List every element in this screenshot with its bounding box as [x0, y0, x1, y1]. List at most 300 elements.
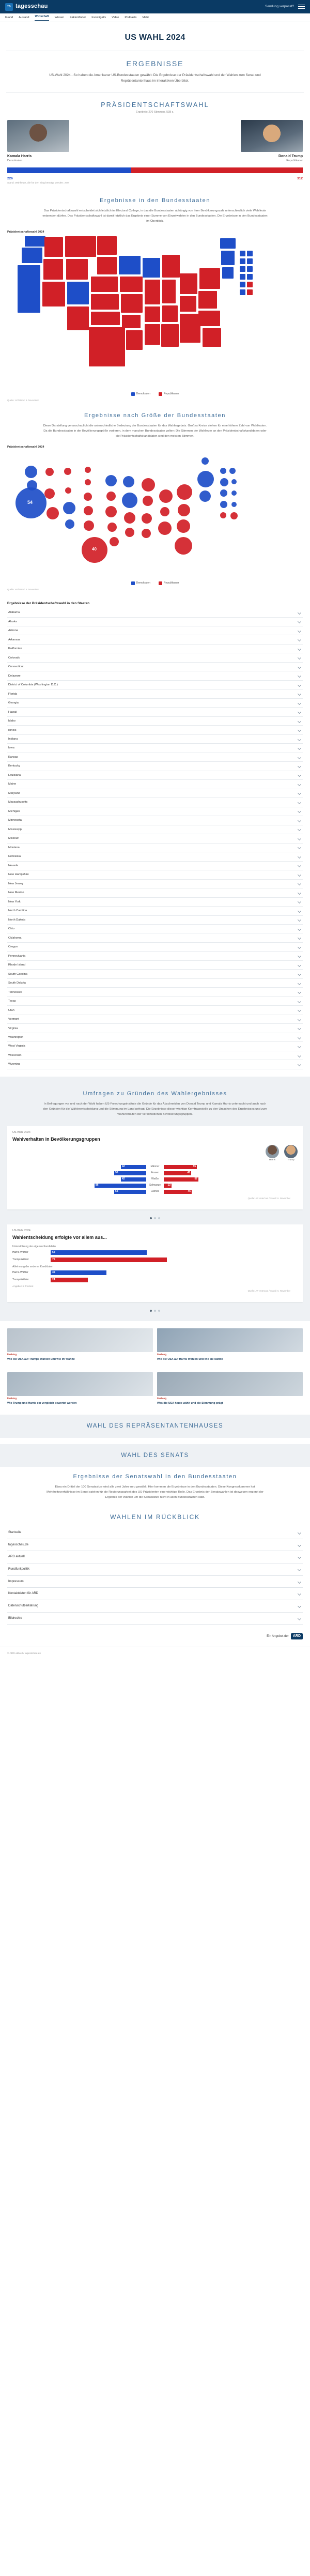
teaser-1[interactable] [7, 1328, 153, 1361]
state-row[interactable] [7, 663, 303, 671]
chevron-down-icon[interactable] [298, 665, 301, 669]
bubble-oregon[interactable] [27, 480, 37, 490]
nav-item-3[interactable]: Wissen [54, 16, 65, 19]
state-florida[interactable] [203, 328, 221, 347]
state-ohio[interactable] [180, 273, 197, 294]
state-row-label: New Mexico [8, 891, 24, 895]
bubble-map-source: Quelle: AP/Stand: 6. November [7, 588, 39, 591]
bubble-new-york[interactable] [197, 471, 214, 487]
carousel-dot-1[interactable] [150, 1217, 152, 1219]
state-new-hampshire[interactable] [247, 251, 253, 256]
footer-accordion-row[interactable] [7, 1600, 303, 1613]
state-row-label: North Carolina [8, 909, 27, 913]
legend-label: Demokraten [136, 392, 150, 396]
state-michigan[interactable] [162, 255, 180, 278]
bubble-ohio[interactable] [159, 489, 173, 503]
chevron-down-icon[interactable] [298, 611, 301, 615]
bubble-arkansas[interactable] [107, 523, 117, 532]
state-new-jersey[interactable] [222, 267, 234, 279]
teaser-image [7, 1328, 153, 1352]
state-west-virginia[interactable] [240, 289, 245, 295]
bubble-south-dakota[interactable] [85, 479, 91, 485]
footer-accordion-row[interactable] [7, 1539, 303, 1552]
state-idaho[interactable] [44, 237, 63, 257]
footer-accordion-row[interactable] [7, 1613, 303, 1625]
chevron-down-icon[interactable] [298, 764, 301, 768]
state-row[interactable] [7, 961, 303, 970]
teaser-image [157, 1372, 303, 1396]
state-row[interactable] [7, 1033, 303, 1042]
state-alabama[interactable] [162, 305, 178, 322]
bubble-colorado[interactable] [63, 502, 75, 514]
copyright: © ARD aktuell / tagesschau.de [0, 1647, 310, 1661]
bubble-missouri[interactable] [105, 506, 117, 517]
chevron-down-icon[interactable] [298, 909, 301, 913]
chevron-down-icon[interactable] [298, 1018, 301, 1021]
chevron-down-icon[interactable] [298, 629, 301, 633]
carousel-dot-2[interactable] [154, 1217, 156, 1219]
state-row[interactable] [7, 952, 303, 960]
chevron-down-icon[interactable] [298, 1000, 301, 1003]
bubble-iowa[interactable] [106, 492, 116, 501]
teaser-kicker: liveblog [157, 1397, 167, 1400]
nav-item-5[interactable]: Investigativ [91, 16, 106, 19]
footer-accordion-row[interactable] [7, 1588, 303, 1600]
bubble-rhode-island[interactable] [231, 479, 237, 484]
state-wisconsin[interactable] [143, 258, 160, 278]
state-tennessee[interactable] [145, 306, 160, 322]
chevron-down-icon[interactable] [298, 827, 301, 831]
band-house[interactable]: WAHL DES REPRÄSENTANTENHAUSES [0, 1415, 310, 1438]
chevron-down-icon[interactable] [298, 683, 301, 687]
state-row[interactable] [7, 907, 303, 915]
chevron-down-icon[interactable] [298, 773, 301, 777]
state-row[interactable] [7, 916, 303, 925]
chevron-down-icon[interactable] [298, 837, 301, 840]
state-row[interactable] [7, 708, 303, 716]
chart-xlabel: Angaben in Prozent [12, 1285, 34, 1288]
state-row[interactable] [7, 689, 303, 698]
state-alaska[interactable] [247, 282, 253, 287]
chevron-down-icon[interactable] [298, 701, 301, 705]
state-row[interactable] [7, 726, 303, 734]
bar-category-label: Frauen [151, 1171, 159, 1174]
chart-bar-row [12, 1278, 298, 1282]
bubble-map[interactable] [6, 450, 304, 579]
state-nevada-utah[interactable] [43, 259, 63, 280]
chevron-down-icon[interactable] [298, 855, 301, 858]
state-row[interactable] [7, 1051, 303, 1060]
state-illinois[interactable] [145, 280, 160, 304]
bubble-new-mexico[interactable] [65, 519, 74, 529]
chevron-down-icon[interactable] [298, 936, 301, 940]
state-row[interactable] [7, 744, 303, 753]
bubble-massachusetts[interactable] [220, 478, 228, 486]
bar-value: 45 [187, 1171, 190, 1174]
state-row[interactable] [7, 852, 303, 861]
chevron-down-icon[interactable] [298, 1008, 301, 1012]
state-row[interactable] [7, 862, 303, 870]
nav-item-0[interactable]: Inland [5, 16, 13, 19]
nav-item-2[interactable]: Wirtschaft [35, 14, 49, 20]
state-row[interactable] [7, 870, 303, 879]
state-row[interactable] [7, 898, 303, 907]
chevron-down-icon[interactable] [298, 1617, 301, 1620]
bubble-michigan[interactable] [142, 478, 155, 492]
state-colorado[interactable] [67, 282, 89, 304]
chevron-down-icon[interactable] [298, 809, 301, 813]
chevron-down-icon[interactable] [298, 710, 301, 714]
state-row[interactable] [7, 626, 303, 635]
chevron-down-icon[interactable] [298, 1531, 301, 1535]
bubble-nebraska[interactable] [84, 493, 92, 501]
bubble-alabama[interactable] [142, 513, 152, 524]
state-new-york[interactable] [221, 251, 235, 265]
ard-logo-icon: ARD [291, 1633, 303, 1639]
state-list-heading: Ergebnisse der Präsidentschaftswahl in den Staaten [7, 601, 90, 605]
bubble-arizona[interactable] [47, 507, 59, 519]
state-row[interactable] [7, 717, 303, 726]
state-connecticut[interactable] [240, 266, 245, 272]
bubble-south-carolina[interactable] [230, 512, 238, 519]
footer-accordion-row[interactable] [7, 1563, 303, 1576]
state-kansas[interactable] [91, 294, 119, 310]
footer-accordion-row[interactable] [7, 1576, 303, 1588]
bubble-montana[interactable] [64, 468, 71, 475]
state-row-label: Missouri [8, 837, 19, 840]
state-row[interactable] [7, 1006, 303, 1015]
chevron-down-icon[interactable] [298, 819, 301, 822]
state-vermont[interactable] [240, 251, 245, 256]
teaser-kicker: liveblog [7, 1354, 17, 1357]
bar-value: 86 [96, 1184, 99, 1187]
chart-bar-row [12, 1165, 298, 1169]
state-row[interactable] [7, 888, 303, 897]
state-row[interactable] [7, 699, 303, 708]
state-massachusetts[interactable] [240, 258, 245, 264]
chevron-down-icon[interactable] [298, 1045, 301, 1048]
chevron-down-icon[interactable] [298, 783, 301, 786]
chevron-down-icon[interactable] [298, 1568, 301, 1571]
bubble-tennessee[interactable] [124, 512, 135, 524]
footer-bottom [0, 1625, 310, 1647]
bar-trump [164, 1171, 191, 1175]
state-new-mexico[interactable] [67, 306, 89, 330]
bubble-idaho[interactable] [45, 468, 54, 476]
state-row-label: Minnesota [8, 819, 22, 822]
state-virginia[interactable] [198, 291, 217, 309]
state-row-label: Iowa [8, 746, 14, 750]
state-row-label: Mississippi [8, 827, 23, 831]
chevron-down-icon[interactable] [298, 873, 301, 877]
state-oklahoma[interactable] [91, 312, 120, 325]
bubble-district-of-columbia[interactable] [231, 502, 237, 507]
bubble-mississippi[interactable] [125, 528, 134, 537]
state-row[interactable] [7, 762, 303, 771]
chevron-down-icon[interactable] [298, 1063, 301, 1066]
bar-category-label: Harris-Wähler [12, 1251, 28, 1254]
brand[interactable] [5, 3, 48, 11]
footer-accordion-row[interactable] [7, 1527, 303, 1539]
candidate-name: Donald Trump [278, 155, 303, 159]
chevron-down-icon[interactable] [298, 982, 301, 985]
chevron-down-icon[interactable] [298, 882, 301, 885]
state-row[interactable] [7, 1024, 303, 1033]
state-pennsylvania[interactable] [199, 268, 220, 289]
chevron-down-icon[interactable] [298, 972, 301, 976]
chevron-down-icon[interactable] [298, 1592, 301, 1596]
chevron-down-icon[interactable] [298, 1604, 301, 1608]
state-north-dakota[interactable] [97, 236, 117, 255]
electoral-vote-bar [0, 163, 310, 175]
state-row[interactable] [7, 653, 303, 662]
state-row-label: District of Columbia (Washington D.C.) [8, 683, 58, 687]
chevron-down-icon[interactable] [298, 791, 301, 795]
state-kentucky[interactable] [180, 296, 196, 312]
bar-harris [51, 1270, 106, 1275]
band-senate[interactable]: WAHL DES SENATS [0, 1444, 310, 1467]
teaser-4[interactable] [157, 1372, 303, 1405]
state-oregon[interactable] [22, 248, 42, 263]
state-hawaii[interactable] [240, 282, 245, 287]
state-row[interactable] [7, 988, 303, 996]
nav-item-8[interactable]: Mehr [142, 16, 149, 19]
state-row[interactable] [7, 997, 303, 1006]
harris-photo [7, 120, 69, 152]
state-montana[interactable] [65, 236, 96, 257]
bubble-maryland[interactable] [220, 501, 227, 508]
state-washington[interactable] [25, 236, 45, 247]
bubble-illinois[interactable] [122, 493, 137, 508]
chevron-down-icon[interactable] [298, 927, 301, 931]
chevron-down-icon[interactable] [298, 1053, 301, 1057]
carousel-dot-3[interactable] [158, 1310, 160, 1312]
state-row[interactable] [7, 671, 303, 680]
bubble-florida[interactable] [175, 537, 192, 555]
chevron-down-icon[interactable] [298, 1543, 301, 1546]
chevron-down-icon[interactable] [298, 846, 301, 849]
bubble-west-virginia[interactable] [220, 512, 226, 518]
state-row[interactable] [7, 970, 303, 978]
chart-legend-harris: Harris [269, 1158, 276, 1161]
chevron-down-icon[interactable] [298, 954, 301, 958]
state-row[interactable] [7, 618, 303, 626]
chevron-down-icon[interactable] [298, 647, 301, 651]
main-navigation [0, 13, 310, 22]
chevron-down-icon[interactable] [298, 755, 301, 759]
state-rhode-island[interactable] [247, 258, 253, 264]
state-row[interactable] [7, 816, 303, 825]
state-row[interactable] [7, 1015, 303, 1024]
bubble-kentucky[interactable] [160, 507, 169, 516]
footer-accordion-label: Startseite [8, 1531, 22, 1534]
state-row-label: Arkansas [8, 638, 21, 641]
state-row[interactable] [7, 798, 303, 807]
bar-value: 42 [122, 1165, 125, 1168]
chevron-down-icon[interactable] [298, 1026, 301, 1030]
bar-value: 42 [122, 1177, 125, 1180]
state-row[interactable] [7, 608, 303, 617]
bubble-pennsylvania[interactable] [177, 484, 192, 500]
state-california[interactable] [18, 265, 40, 313]
state-row[interactable] [7, 635, 303, 644]
bubble-delaware[interactable] [231, 490, 237, 496]
state-alabama-south[interactable] [161, 324, 179, 347]
carousel-dot-1[interactable] [150, 1310, 152, 1312]
state-row-label: Hawaii [8, 710, 17, 714]
state-row-label: Colorado [8, 656, 20, 660]
state-delaware[interactable] [247, 266, 253, 272]
chevron-down-icon[interactable] [298, 900, 301, 903]
state-iowa[interactable] [120, 277, 143, 292]
chevron-down-icon[interactable] [298, 746, 301, 750]
bubble-wisconsin[interactable] [123, 476, 134, 487]
results-intro: US-Wahl 2024 - So haben die Amerikaner US-Bundesstaaten gewählt: Die Ergebnisse der Präsidentschaftswahl und der Wahlen zum Senat und Repräsentantenhaus im interaktiven Überblick. [49, 73, 261, 83]
bubble-new-hampshire[interactable] [229, 468, 236, 474]
state-south-carolina[interactable] [247, 289, 253, 295]
state-mississippi[interactable] [145, 324, 160, 345]
chevron-down-icon[interactable] [298, 945, 301, 949]
state-row[interactable] [7, 933, 303, 942]
carousel-dot-2[interactable] [154, 1310, 156, 1312]
footer-accordion-row[interactable] [7, 1551, 303, 1563]
chevron-down-icon[interactable] [298, 1035, 301, 1039]
state-minnesota[interactable] [119, 256, 141, 274]
state-wyoming[interactable] [66, 259, 88, 280]
state-arkansas[interactable] [122, 315, 141, 328]
chevron-down-icon[interactable] [298, 656, 301, 660]
hamburger-icon[interactable] [298, 5, 305, 9]
teaser-3[interactable] [7, 1372, 153, 1405]
bubble-oklahoma[interactable] [84, 520, 94, 531]
carousel-dots[interactable] [0, 1215, 310, 1219]
bubble-georgia[interactable] [158, 522, 172, 535]
bubble-connecticut[interactable] [220, 489, 227, 497]
chevron-down-icon[interactable] [298, 638, 301, 641]
legend-label: Republikaner [163, 581, 179, 585]
electoral-map[interactable] [6, 235, 304, 390]
bar-segment-republicans [131, 167, 303, 173]
nav-item-6[interactable]: Video [112, 16, 119, 19]
teaser-2[interactable] [157, 1328, 303, 1361]
nav-item-7[interactable]: Podcasts [125, 16, 137, 19]
state-row[interactable] [7, 844, 303, 852]
state-row[interactable] [7, 834, 303, 843]
chevron-down-icon[interactable] [298, 620, 301, 623]
chevron-down-icon[interactable] [298, 891, 301, 895]
state-row-label: Alabama [8, 611, 20, 615]
bar-category-label: Schwarze [149, 1184, 161, 1187]
carousel-dots-2[interactable] [0, 1307, 310, 1312]
state-north-carolina[interactable] [198, 311, 220, 326]
bubble-wyoming[interactable] [65, 487, 71, 494]
bubble-maine[interactable] [202, 457, 209, 465]
chevron-down-icon[interactable] [298, 963, 301, 967]
bubble-north-carolina[interactable] [177, 519, 190, 533]
chevron-down-icon[interactable] [298, 1555, 301, 1559]
chevron-down-icon[interactable] [298, 692, 301, 696]
state-south-dakota[interactable] [97, 257, 117, 274]
chevron-down-icon[interactable] [298, 918, 301, 922]
polls-heading: Umfragen zu Gründen des Wahlergebnisses [83, 1090, 227, 1097]
footer-accordion-label: Datenschutzerklärung [8, 1604, 39, 1608]
candidate-row [0, 120, 310, 163]
state-list [0, 608, 310, 1069]
state-maine[interactable] [220, 238, 236, 249]
state-row[interactable] [7, 780, 303, 789]
state-row[interactable] [7, 645, 303, 653]
chevron-down-icon[interactable] [298, 738, 301, 741]
state-row[interactable] [7, 807, 303, 816]
bubble-kansas[interactable] [84, 506, 93, 515]
state-arizona[interactable] [42, 282, 65, 306]
state-row[interactable] [7, 925, 303, 933]
chevron-down-icon[interactable] [298, 719, 301, 723]
state-row[interactable] [7, 771, 303, 780]
state-row[interactable] [7, 753, 303, 762]
candidate-name: Kamala Harris [7, 155, 32, 159]
state-nebraska[interactable] [91, 277, 118, 292]
state-row[interactable] [7, 979, 303, 988]
state-row[interactable] [7, 1060, 303, 1069]
state-maryland[interactable] [240, 274, 245, 280]
ard-label: Ein Angebot der [267, 1634, 289, 1638]
bubble-indiana[interactable] [143, 496, 153, 506]
bubble-minnesota[interactable] [105, 475, 117, 486]
state-row[interactable] [7, 789, 303, 798]
chevron-down-icon[interactable] [298, 801, 301, 804]
carousel-dot-3[interactable] [158, 1217, 160, 1219]
state-georgia[interactable] [180, 314, 200, 343]
state-district-of-columbia[interactable] [247, 274, 253, 280]
state-missouri[interactable] [121, 294, 143, 313]
electoral-note: Stand: Wahlleute, die für den Sieg benötigt werden: 270 [7, 181, 69, 185]
missed-broadcast-link[interactable]: Sendung verpasst? [265, 5, 294, 9]
chevron-down-icon[interactable] [298, 864, 301, 867]
bubble-alabama-south[interactable] [142, 529, 151, 538]
nav-item-1[interactable]: Ausland [19, 16, 29, 19]
bubble-washington[interactable] [25, 466, 37, 478]
chart-kicker: US-Wahl 2024 [12, 1131, 30, 1134]
state-indiana[interactable] [162, 280, 176, 303]
state-louisiana[interactable] [126, 330, 143, 350]
bar-value: 36 [52, 1271, 55, 1275]
chevron-down-icon[interactable] [298, 1580, 301, 1584]
bar-value: 46 [188, 1190, 191, 1193]
chart-motivation [12, 1245, 298, 1289]
state-row-label: Delaware [8, 674, 21, 678]
state-row[interactable] [7, 825, 303, 834]
bubble-nevada[interactable] [44, 488, 55, 499]
state-row[interactable] [7, 681, 303, 689]
bar-category-label: Männer [150, 1165, 160, 1168]
bubble-new-jersey[interactable] [199, 490, 211, 502]
state-row[interactable] [7, 1042, 303, 1051]
chevron-down-icon[interactable] [298, 674, 301, 678]
chevron-down-icon[interactable] [298, 990, 301, 994]
bubble-north-dakota[interactable] [85, 467, 91, 473]
bubble-virginia[interactable] [178, 504, 190, 516]
nav-item-4[interactable]: Faktenfinder [70, 16, 86, 19]
bar-category-label: Trump-Wähler [12, 1278, 29, 1282]
state-row[interactable] [7, 943, 303, 952]
state-row[interactable] [7, 735, 303, 744]
chevron-down-icon[interactable] [298, 728, 301, 732]
bubble-louisiana[interactable] [110, 537, 119, 546]
bubble-vermont[interactable] [220, 468, 226, 474]
state-texas[interactable] [89, 327, 125, 366]
state-row[interactable] [7, 880, 303, 888]
